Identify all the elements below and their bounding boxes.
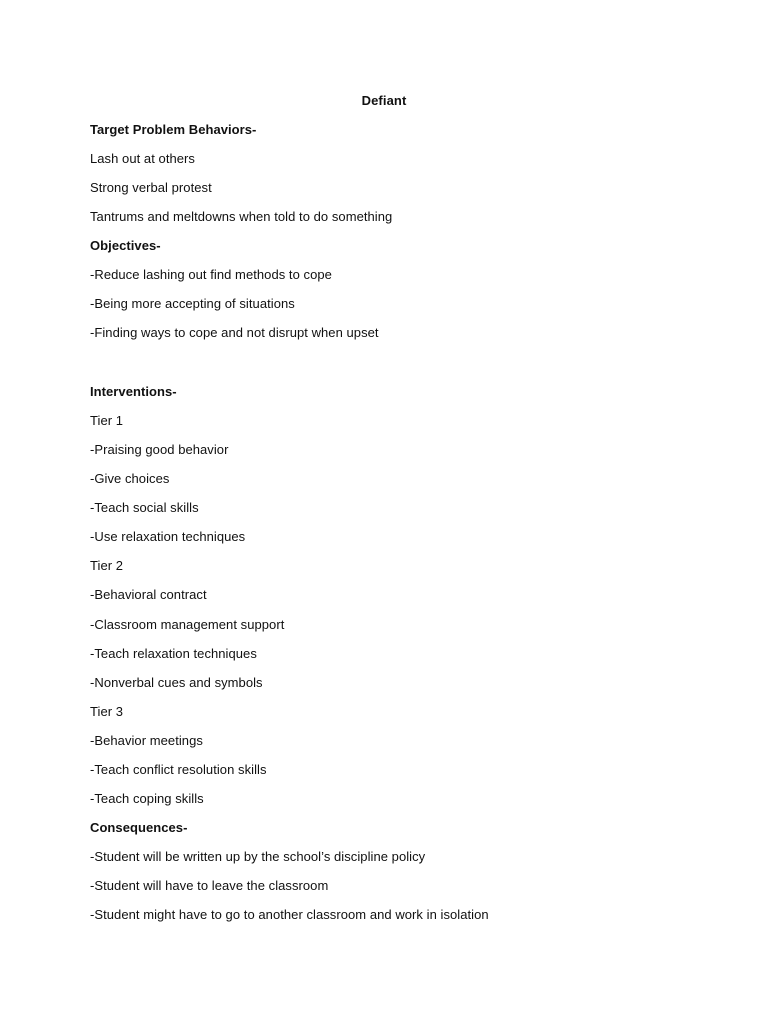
target-behavior-item: Lash out at others (90, 151, 195, 166)
consequence-item: -Student will be written up by the school’s discipline policy (90, 849, 426, 864)
document-title: Defiant (361, 93, 407, 108)
tier3-item: -Teach conflict resolution skills (90, 762, 267, 777)
objective-item: -Finding ways to cope and not disrupt when upset (90, 325, 379, 340)
interventions-heading: Interventions- (90, 384, 177, 399)
objective-item: -Being more accepting of situations (90, 296, 295, 311)
tier2-item: -Classroom management support (90, 617, 285, 632)
consequences-heading: Consequences- (90, 820, 188, 835)
tier3-item: -Behavior meetings (90, 733, 203, 748)
objective-item: -Reduce lashing out find methods to cope (90, 267, 332, 282)
tier1-item: -Teach social skills (90, 500, 199, 515)
tier2-item: -Teach relaxation techniques (90, 646, 257, 661)
tier3-item: -Teach coping skills (90, 791, 204, 806)
objectives-heading: Objectives- (90, 238, 161, 253)
target-behavior-item: Tantrums and meltdowns when told to do something (90, 209, 393, 224)
tier2-item: -Behavioral contract (90, 587, 207, 602)
tier2-item: -Nonverbal cues and symbols (90, 675, 263, 690)
consequence-item: -Student might have to go to another classroom and work in isolation (90, 907, 489, 922)
tier1-item: -Give choices (90, 471, 170, 486)
tier1-item: -Praising good behavior (90, 442, 229, 457)
tier2-label: Tier 2 (90, 558, 124, 573)
target-behaviors-heading: Target Problem Behaviors- (90, 122, 257, 137)
tier3-label: Tier 3 (90, 704, 124, 719)
tier1-label: Tier 1 (90, 413, 124, 428)
consequence-item: -Student will have to leave the classroom (90, 878, 329, 893)
tier1-item: -Use relaxation techniques (90, 529, 246, 544)
target-behavior-item: Strong verbal protest (90, 180, 212, 195)
